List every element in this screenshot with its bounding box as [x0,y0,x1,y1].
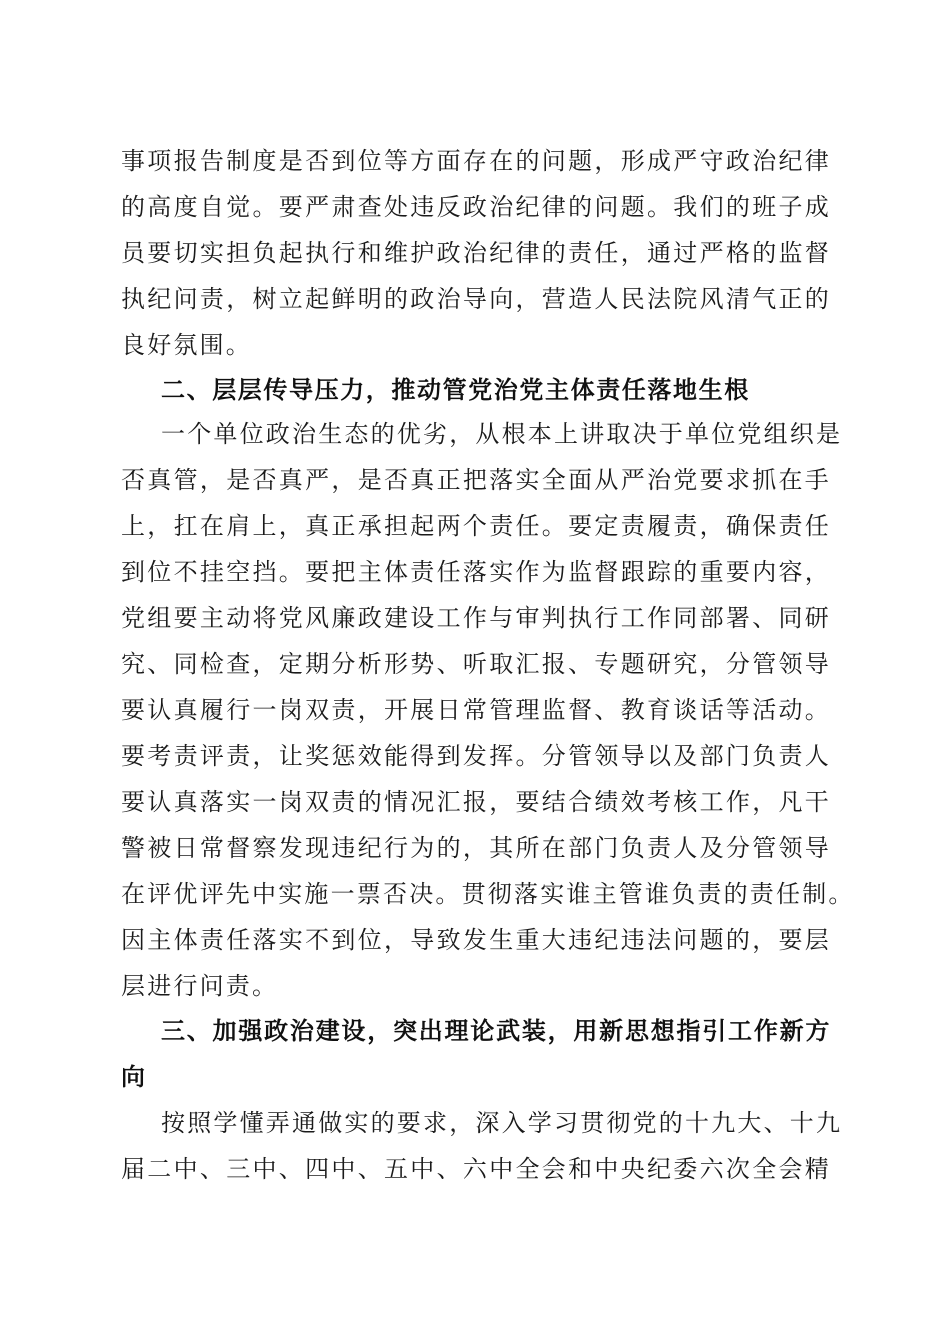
body-line: 要考责评责，让奖惩效能得到发挥。分管领导以及部门负责人 [121,742,831,770]
body-line: 要认真落实一岗双责的情况汇报，要结合绩效考核工作，凡干 [121,788,831,816]
body-line: 按照学懂弄通做实的要求，深入学习贯彻党的十九大、十九 [161,1109,843,1137]
body-line: 届二中、三中、四中、五中、六中全会和中央纪委六次全会精 [121,1155,831,1183]
body-line: 在评优评先中实施一票否决。贯彻落实谁主管谁负责的责任制。 [121,880,855,908]
body-line: 员要切实担负起执行和维护政治纪律的责任，通过严格的监督 [121,239,831,267]
body-line: 的高度自觉。要严肃查处违反政治纪律的问题。我们的班子成 [121,193,831,221]
body-line: 事项报告制度是否到位等方面存在的问题，形成严守政治纪律 [121,147,831,175]
body-line: 良好氛围。 [121,331,252,359]
section-heading-3-cont: 向 [121,1063,147,1091]
body-line: 要认真履行一岗双责，开展日常管理监督、教育谈话等活动。 [121,696,831,724]
body-line: 执纪问责，树立起鲜明的政治导向，营造人民法院风清气正的 [121,285,831,313]
body-line: 党组要主动将党风廉政建设工作与审判执行工作同部署、同研 [121,604,831,632]
body-line: 警被日常督察发现违纪行为的，其所在部门负责人及分管领导 [121,834,831,862]
body-line: 层进行问责。 [121,972,279,1000]
body-line: 一个单位政治生态的优劣，从根本上讲取决于单位党组织是 [161,420,843,448]
body-line: 因主体责任落实不到位，导致发生重大违纪违法问题的，要层 [121,926,831,954]
body-line: 上，扛在肩上，真正承担起两个责任。要定责履责，确保责任 [121,512,831,540]
section-heading-2: 二、层层传导压力，推动管党治党主体责任落地生根 [161,376,750,404]
section-heading-3: 三、加强政治建设，突出理论武装，用新思想指引工作新方 [161,1017,831,1045]
body-line: 否真管，是否真严，是否真正把落实全面从严治党要求抓在手 [121,466,831,494]
body-line: 到位不挂空挡。要把主体责任落实作为监督跟踪的重要内容， [121,558,831,586]
body-line: 究、同检查，定期分析形势、听取汇报、专题研究，分管领导 [121,650,831,678]
